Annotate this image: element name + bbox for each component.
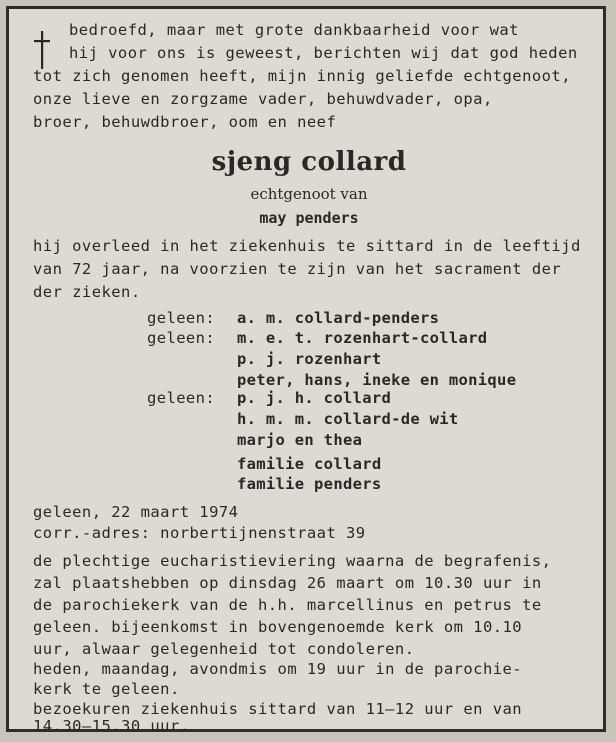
service-line-3: de parochiekerk van de h.h. marcellinus en petrus te — [33, 596, 542, 614]
mourner-name: familie collard — [237, 455, 382, 473]
mourner-name: familie penders — [237, 475, 382, 493]
spouse-name: may penders — [259, 209, 359, 227]
mourner-place: geleen: — [147, 329, 216, 347]
service-line-8: bezoekuren ziekenhuis sittard van 11—12 uur en van — [33, 700, 523, 718]
date-line: geleen, 22 maart 1974 — [33, 503, 239, 521]
intro-line-2: hij voor ons is geweest, berichten wij dat god heden — [69, 44, 578, 62]
intro-line-4: onze lieve en zorgzame vader, behuwdvader, opa, — [33, 90, 493, 108]
intro-line-5: broer, behuwdbroer, oom en neef — [33, 113, 337, 131]
service-line-4: geleen. bijeenkomst in bovengenoemde kerk om 10.10 — [33, 618, 523, 636]
service-line-2: zal plaatshebben op dinsdag 26 maart om 10.30 uur in — [33, 574, 542, 592]
intro-line-3: tot zich genomen heeft, mijn innig geliefde echtgenoot, — [33, 67, 571, 85]
mourner-name: m. e. t. rozenhart-collard — [237, 329, 488, 347]
intro-line-1: bedroefd, maar met grote dankbaarheid voor wat — [69, 21, 519, 39]
address-line: corr.-adres: norbertijnenstraat 39 — [33, 524, 366, 542]
service-line-1: de plechtige eucharistieviering waarna de begrafenis, — [33, 552, 552, 570]
mourner-place: geleen: — [147, 309, 216, 327]
mourner-name: p. j. rozenhart — [237, 350, 382, 368]
death-line-2: van 72 jaar, na voorzien te zijn van het sacrament der — [33, 260, 562, 278]
mourner-name: marjo en thea — [237, 431, 363, 449]
mourner-name: a. m. collard-penders — [237, 309, 440, 327]
service-line-6: heden, maandag, avondmis om 19 uur in de parochie- — [33, 660, 523, 678]
service-line-7: kerk te geleen. — [33, 680, 180, 698]
service-line-5: uur, alwaar gelegenheid tot condoleren. — [33, 640, 415, 658]
spouse-prefix: echtgenoot van — [250, 185, 368, 203]
service-line-9: 14.30—15.30 uur. — [33, 717, 190, 735]
cross-icon — [33, 31, 51, 69]
deceased-name: sjeng collard — [211, 147, 407, 177]
death-line-3: der zieken. — [33, 283, 141, 301]
obituary-card — [6, 6, 606, 735]
death-line-1: hij overleed in het ziekenhuis te sittard in de leeftijd — [33, 237, 581, 255]
mourner-name: p. j. h. collard — [237, 389, 392, 407]
mourner-place: geleen: — [147, 389, 216, 407]
mourner-name: peter, hans, ineke en monique — [237, 371, 517, 389]
mourner-name: h. m. m. collard-de wit — [237, 410, 459, 428]
